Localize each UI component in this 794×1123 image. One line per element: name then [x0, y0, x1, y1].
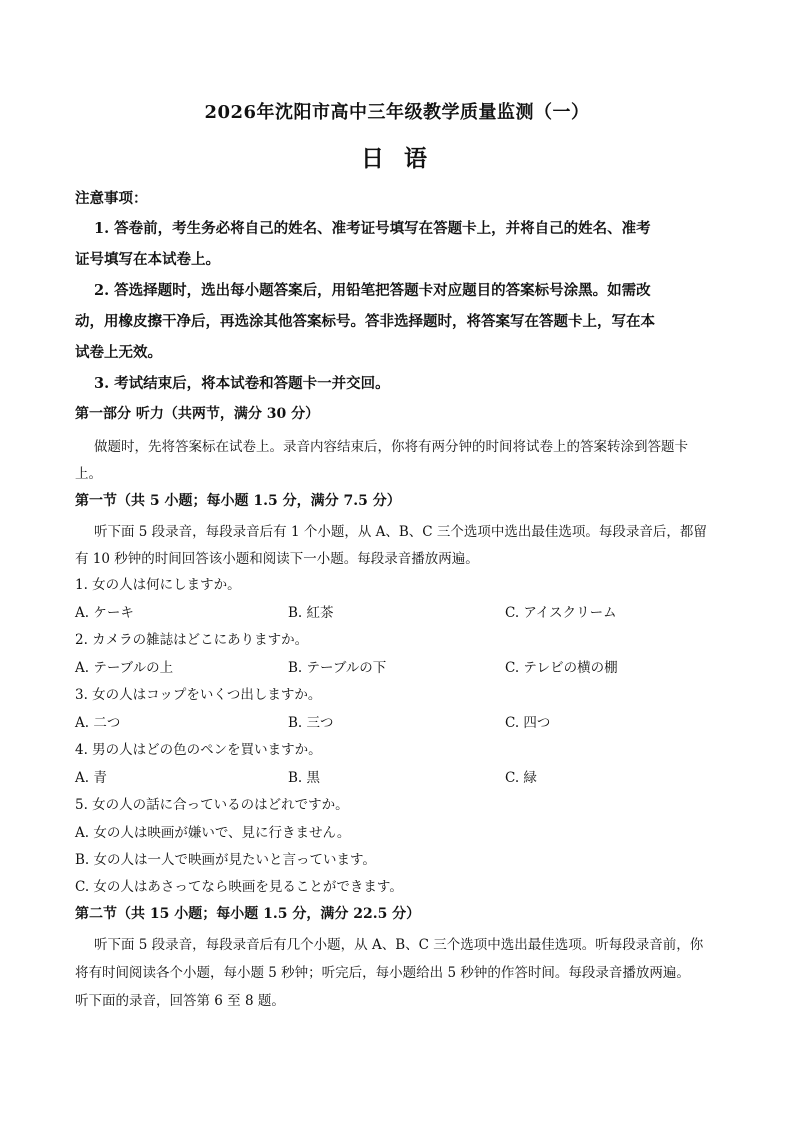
question-4-option-a: A. 青	[75, 770, 107, 786]
question-5-option-c: C. 女の人はあさってなら映画を見ることができます。	[75, 879, 403, 895]
question-1-option-c: C. アイスクリーム	[505, 605, 617, 621]
question-5-stem: 5. 女の人の話に合っているのはどれですか。	[75, 797, 349, 813]
part1-intro-line-1: 做题时，先将答案标在试卷上。录音内容结束后，你将有两分钟的时间将试卷上的答案转涂到答题卡	[94, 439, 688, 455]
exam-subject: 日 语	[360, 145, 433, 172]
section2-intro-line-1: 听下面 5 段录音，每段录音后有几个小题，从 A、B、C 三个选项中选出最佳选项。听每段录音前，你	[94, 937, 704, 953]
exam-title: 2026年沈阳市高中三年级教学质量监测（一）	[204, 102, 590, 123]
question-3-stem: 3. 女の人はコップをいくつ出しますか。	[75, 687, 322, 703]
part1-heading: 第一部分 听力（共两节，满分 30 分）	[75, 406, 320, 422]
notice-item-2-line-2: 动，用橡皮擦干净后，再选涂其他答案标号。答非选择题时，将答案写在答题卡上，写在本	[75, 313, 655, 330]
notice-item-1-line-2: 证号填写在本试卷上。	[75, 251, 220, 268]
question-2-stem: 2. カメラの雑誌はどこにありますか。	[75, 632, 309, 648]
question-1-option-b: B. 紅茶	[288, 605, 334, 621]
question-3-option-b: B. 三つ	[288, 715, 334, 731]
question-2-option-c: C. テレビの横の棚	[505, 660, 618, 676]
notice-item-2-line-1: 2. 答选择题时，选出每小题答案后，用铅笔把答题卡对应题目的答案标号涂黑。如需改	[94, 282, 651, 299]
question-3-option-c: C. 四つ	[505, 715, 551, 731]
question-4-option-c: C. 緑	[505, 770, 537, 786]
notice-item-3: 3. 考试结束后，将本试卷和答题卡一并交回。	[94, 375, 390, 392]
notice-heading: 注意事项：	[75, 190, 148, 207]
section1-heading: 第一节（共 5 小题；每小题 1.5 分，满分 7.5 分）	[75, 493, 401, 509]
section1-intro-line-1: 听下面 5 段录音，每段录音后有 1 个小题，从 A、B、C 三个选项中选出最佳选项。每段录音后，都留	[94, 524, 707, 540]
question-1-option-a: A. ケーキ	[75, 605, 134, 621]
section2-instruction: 听下面的录音，回答第 6 至 8 题。	[75, 993, 285, 1009]
part1-intro-line-2: 上。	[75, 466, 102, 482]
notice-item-1-line-1: 1. 答卷前，考生务必将自己的姓名、准考证号填写在答题卡上，并将自己的姓名、准考	[94, 220, 651, 237]
question-4-option-b: B. 黒	[288, 770, 321, 786]
question-3-option-a: A. 二つ	[75, 715, 121, 731]
notice-item-2-line-3: 试卷上无效。	[75, 344, 162, 361]
question-4-stem: 4. 男の人はどの色のペンを買いますか。	[75, 742, 322, 758]
section2-heading: 第二节（共 15 小题；每小题 1.5 分，满分 22.5 分）	[75, 906, 421, 922]
question-5-option-a: A. 女の人は映画が嫌いで、見に行きません。	[75, 825, 351, 841]
question-2-option-a: A. テーブルの上	[75, 660, 174, 676]
question-5-option-b: B. 女の人は一人で映画が見たいと言っています。	[75, 852, 376, 868]
section2-intro-line-2: 将有时间阅读各个小题，每小题 5 秒钟；听完后，每小题给出 5 秒钟的作答时间。每段录音播放两遍。	[75, 965, 690, 981]
question-1-stem: 1. 女の人は何にしますか。	[75, 577, 241, 593]
question-2-option-b: B. テーブルの下	[288, 660, 387, 676]
section1-intro-line-2: 有 10 秒钟的时间回答该小题和阅读下一小题。每段录音播放两遍。	[75, 551, 479, 567]
